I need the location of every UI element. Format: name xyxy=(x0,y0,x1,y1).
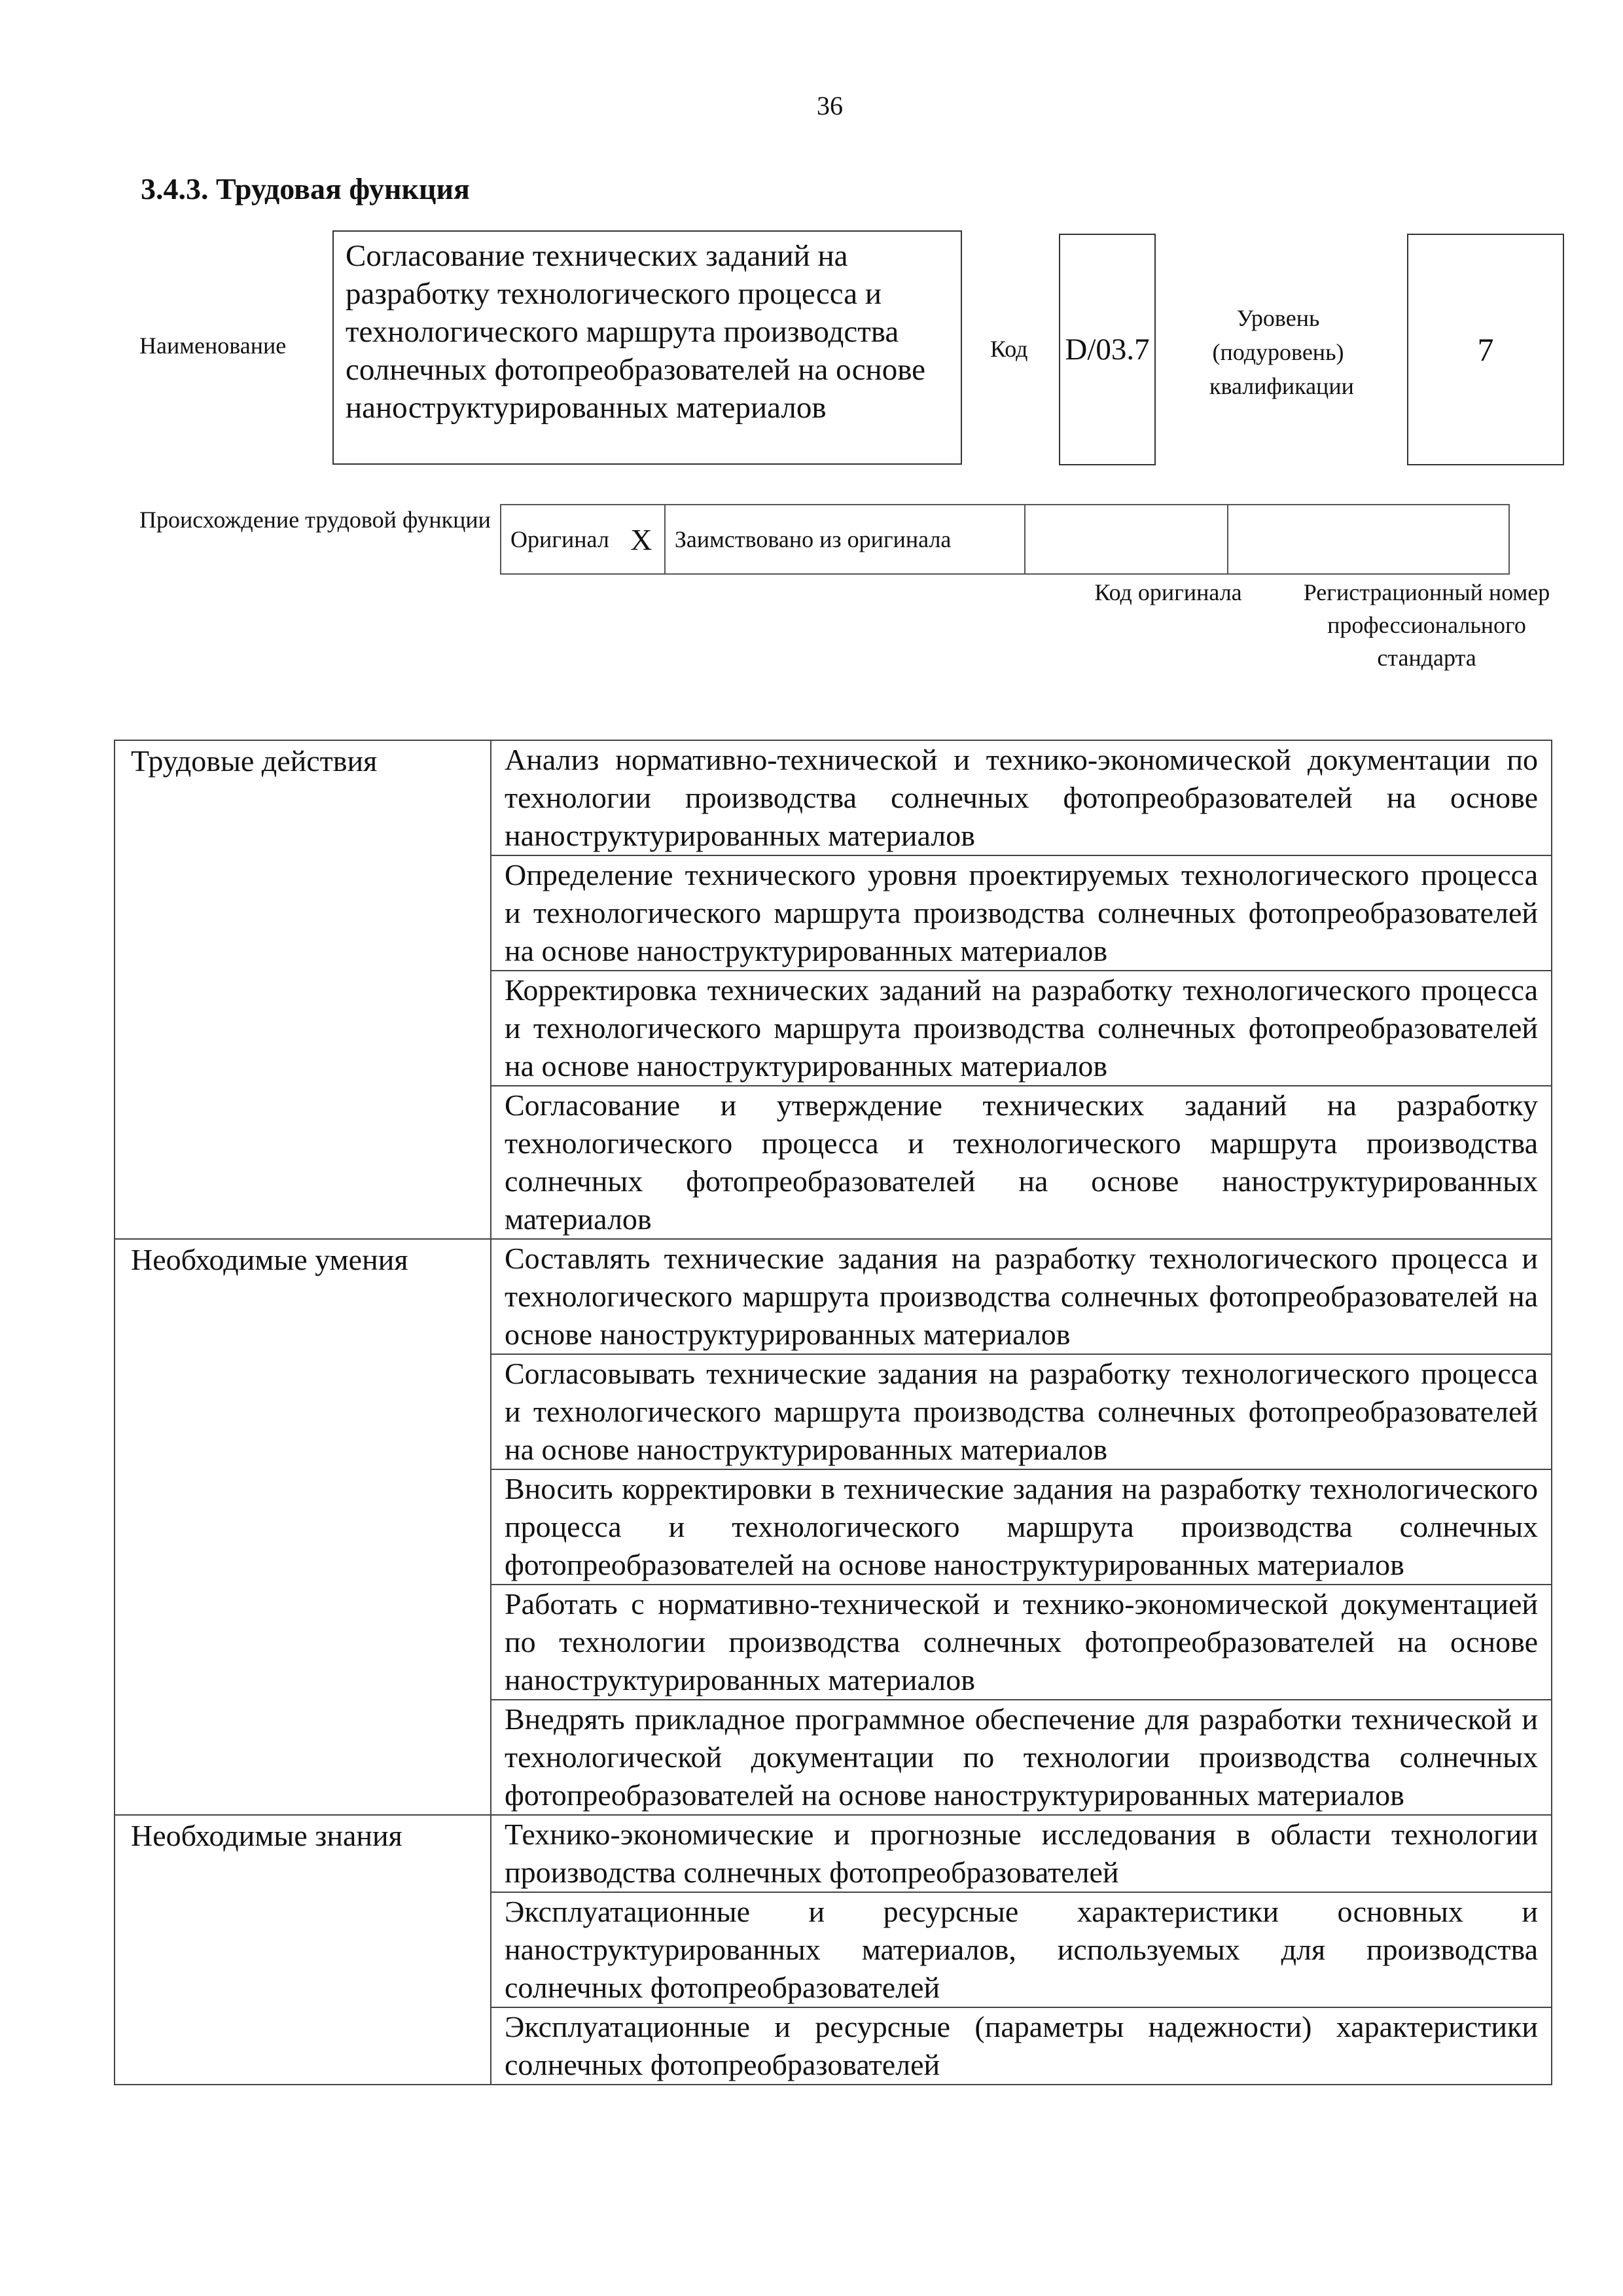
section-item: Согласовывать технические задания на разработку технологического процесса и технологического маршрута производства солнечных фотопреобразователей на основе наноструктурированных материалов xyxy=(491,1354,1552,1469)
section-item: Определение технического уровня проектируемых технологического процесса и технологического маршрута производства солнечных фотопреобразователей на основе наноструктурированных материалов xyxy=(491,855,1552,971)
section-title: 3.4.3. Трудовая функция xyxy=(141,172,470,206)
competency-table-body xyxy=(115,740,1552,2085)
section-item: Внедрять прикладное программное обеспечение для разработки технической и технологической документации по технологии производства солнечных фотопреобразователей на основе наноструктурированных материалов xyxy=(491,1700,1552,1815)
level-label: Уровень (подуровень) квалификации xyxy=(1209,305,1354,399)
origin-label: Происхождение трудовой функции xyxy=(139,507,491,533)
original-mark: X xyxy=(618,505,665,574)
section-item: Эксплуатационные и ресурсные характеристики основных и наноструктурированных материалов, используемых для производства солнечных фотопреобразователей xyxy=(491,1892,1552,2007)
section-item: Эксплуатационные и ресурсные (параметры надежности) характеристики солнечных фотопреобразователей xyxy=(491,2007,1552,2085)
origin-table xyxy=(500,504,1510,575)
name-box xyxy=(332,230,962,465)
original-label: Оригинал xyxy=(501,505,618,574)
code-label: Код xyxy=(990,336,1028,362)
section-title-cell: Необходимые умения xyxy=(115,1239,491,1815)
section-item: Составлять технические задания на разработку технологического процесса и технологического маршрута производства солнечных фотопреобразователей на основе наноструктурированных материалов xyxy=(491,1239,1552,1354)
section-item: Вносить корректировки в технические задания на разработку технологического процесса и технологического маршрута производства солнечных фотопреобразователей на основе наноструктурированных материалов xyxy=(491,1469,1552,1585)
name-value: Согласование технических заданий на разработку технологического процесса и технологического маршрута производства солнечных фотопреобразователей на основе наноструктурированных материалов xyxy=(346,239,926,425)
section-item: Согласование и утверждение технических заданий на разработку технологического процесса и технологического маршрута производства солнечных фотопреобразователей на основе наноструктурированных материалов xyxy=(491,1086,1552,1239)
page-number: 36 xyxy=(817,91,843,120)
competency-table xyxy=(114,740,1552,2085)
table-row xyxy=(115,1815,1552,1892)
section-item: Анализ нормативно-технической и технико-экономической документации по технологии производства солнечных фотопреобразователей на основе наноструктурированных материалов xyxy=(491,740,1552,855)
section-item: Работать с нормативно-технической и технико-экономической документацией по технологии производства солнечных фотопреобразователей на основе наноструктурированных материалов xyxy=(491,1585,1552,1700)
section-title-cell: Трудовые действия xyxy=(115,740,491,1239)
reg-number-cell xyxy=(1228,505,1509,574)
section-title-cell: Необходимые знания xyxy=(115,1815,491,2085)
section-item: Технико-экономические и прогнозные исследования в области технологии производства солнечных фотопреобразователей xyxy=(491,1815,1552,1892)
reg-number-caption: Регистрационный номер профессионального стандарта xyxy=(1303,579,1550,671)
name-label: Наименование xyxy=(139,332,287,359)
borrowed-label: Заимствовано из оригинала xyxy=(665,505,1025,574)
section-item: Корректировка технических заданий на разработку технологического процесса и технологического маршрута производства солнечных фотопреобразователей на основе наноструктурированных материалов xyxy=(491,971,1552,1086)
level-box xyxy=(1407,234,1564,465)
table-row xyxy=(115,1239,1552,1354)
code-original-cell xyxy=(1025,505,1228,574)
code-original-caption: Код оригинала xyxy=(1094,579,1242,605)
code-box xyxy=(1059,234,1156,465)
level-value: 7 xyxy=(1477,331,1494,368)
code-value: D/03.7 xyxy=(1065,332,1150,367)
table-row xyxy=(115,740,1552,855)
